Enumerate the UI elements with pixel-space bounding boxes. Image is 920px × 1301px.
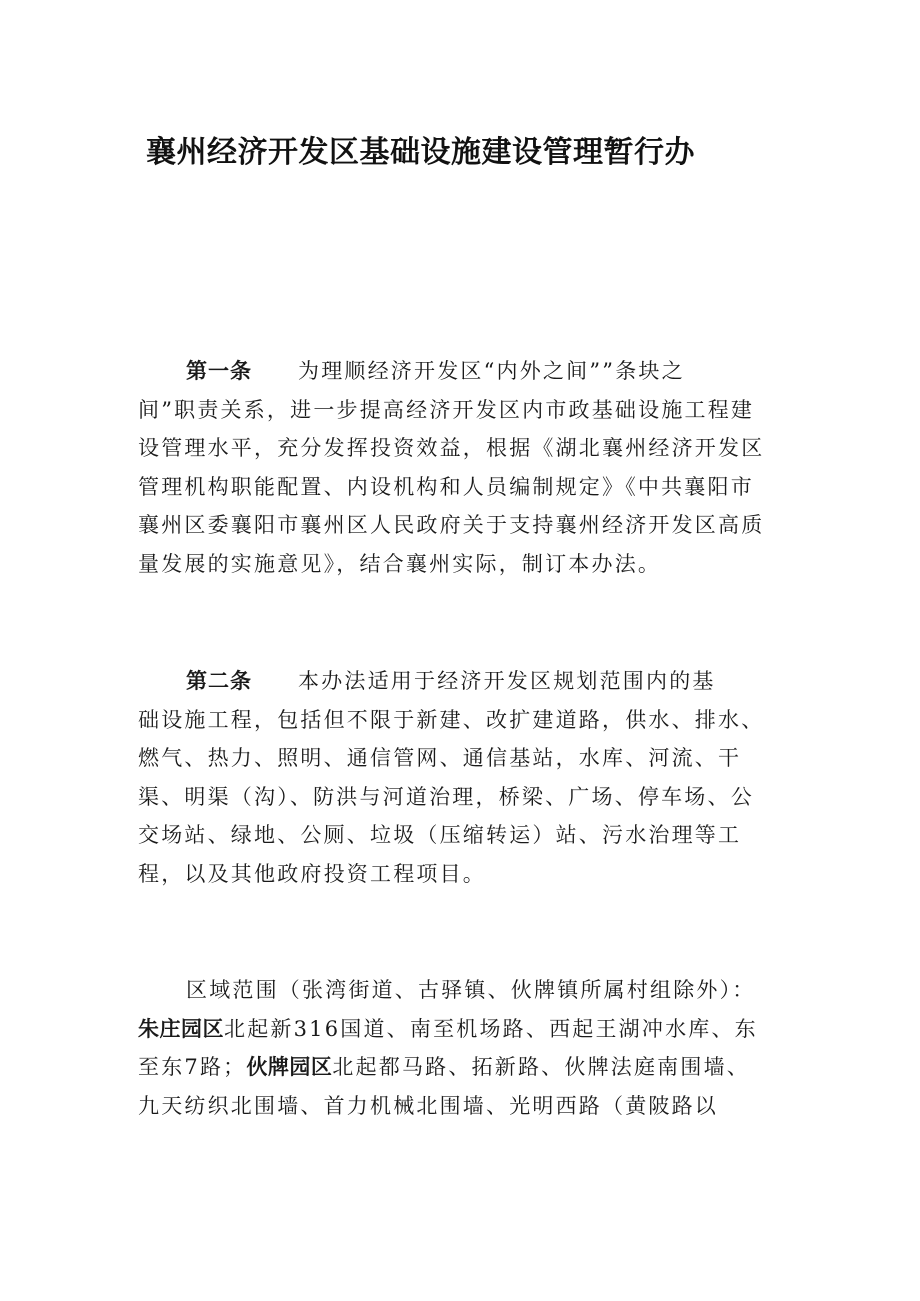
region-line-huopai: 至东7路；伙牌园区北起都马路、拓新路、伙牌法庭南围墙、 [138, 1055, 750, 1079]
region-line-zhuzhuang: 朱庄园区北起新316国道、南至机场路、西起王湖冲水库、东 [138, 1016, 758, 1041]
zone-name-huopai: 伙牌园区 [246, 1055, 333, 1079]
article-1-line-1: 第一条 为理顺经济开发区“内外之间””条块之 [186, 359, 685, 383]
article-2-line-2: 础设施工程，包括但不限于新建、改扩建道路，供水、排水、 [138, 707, 765, 732]
article-2-line-6: 程，以及其他政府投资工程项目。 [138, 861, 486, 886]
article-1 [138, 352, 766, 583]
article-1-line-2: 间”职责关系，进一步提高经济开发区内市政基础设施工程建 [138, 397, 755, 422]
article-1-line-5: 襄州区委襄阳市襄州区人民政府关于支持襄州经济开发区高质 [138, 513, 765, 537]
zone-name-zhuzhuang: 朱庄园区 [138, 1016, 224, 1041]
document-title: 襄州经济开发区基础设施建设管理暂行办 [146, 135, 695, 170]
article-2-heading: 第二条 [186, 669, 252, 693]
region-scope [138, 971, 766, 1125]
article-2-line-1: 第二条 本办法适用于经济开发区规划范围内的基 [186, 669, 716, 693]
region-intro: 区域范围（张湾街道、古驿镇、伙牌镇所属村组除外）： [186, 978, 756, 1002]
article-1-line-4: 管理机构职能配置、内设机构和人员编制规定》《中共襄阳市 [138, 474, 754, 499]
article-1-heading: 第一条 [186, 359, 252, 383]
article-2 [138, 662, 766, 893]
article-2-line-3: 燃气、热力、照明、通信管网、通信基站，水库、河流、干 [138, 746, 742, 770]
article-2-line-4: 渠、明渠（沟）、防洪与河道治理，桥梁、广场、停车场、公 [138, 784, 754, 809]
article-2-line-5: 交场站、绿地、公厕、垃圾（压缩转运）站、污水治理等工 [138, 823, 742, 847]
article-1-line-6: 量发展的实施意见》，结合襄州实际，制订本办法。 [138, 551, 662, 576]
article-1-line-3: 设管理水平，充分发挥投资效益，根据《湖北襄州经济开发区 [138, 436, 765, 460]
region-line-last: 九天纺织北围墙、首力机械北围墙、光明西路（黄陂路以 [138, 1093, 718, 1118]
